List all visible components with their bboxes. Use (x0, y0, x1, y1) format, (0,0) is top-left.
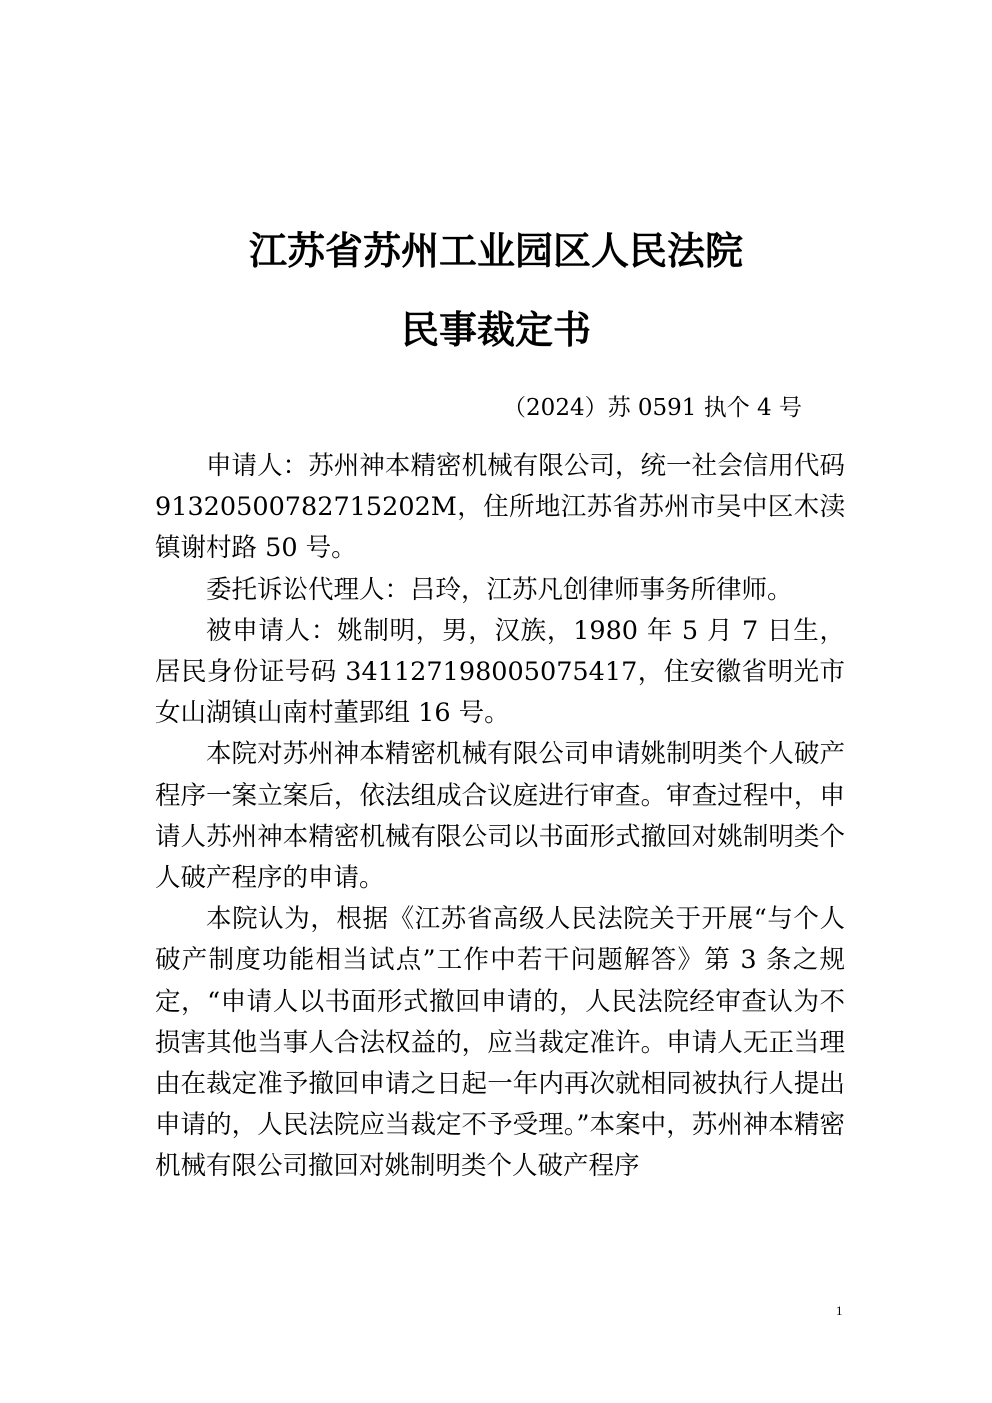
case-number: （2024）苏 0591 执个 4 号 (503, 395, 802, 421)
paragraph-court-opinion: 本院认为，根据《江苏省高级人民法院关于开展“与个人破产制度功能相当试点”工作中若干问题解答》第 3 条之规定，“申请人以书面形式撤回申请的，人民法院经审查认为不损害其他当事人合法权益的，应当裁定准许。申请人无正当理由在裁定准予撤回申请之日起一年内再次就相同被执行人提出申请的，人民法院应当裁定不予受理。”本案中，苏州神本精密机械有限公司撤回对姚制明类个人破产程序 (155, 904, 845, 1182)
paragraph-case-background: 本院对苏州神本精密机械有限公司申请姚制明类个人破产程序一案立案后，依法组成合议庭进行审查。审查过程中，申请人苏州神本精密机械有限公司以书面形式撤回对姚制明类个人破产程序的申请。 (155, 739, 845, 894)
page-number: 1 (836, 1303, 843, 1318)
paragraph-applicant: 申请人：苏州神本精密机械有限公司，统一社会信用代码 91320500782715202M，住所地江苏省苏州市吴中区木渎镇谢村路 50 号。 (155, 451, 845, 564)
paragraph-agent: 委托诉讼代理人：吕玲，江苏凡创律师事务所律师。 (206, 574, 793, 605)
court-name-heading: 江苏省苏州工业园区人民法院 (248, 228, 743, 273)
document-type-heading: 民事裁定书 (400, 307, 591, 352)
ruling-body (155, 446, 845, 1188)
paragraph-respondent: 被申请人：姚制明，男，汉族，1980 年 5 月 7 日生，居民身份证号码 341127198005075417，住安徽省明光市女山湖镇山南村董郢组 16 号。 (155, 615, 845, 729)
